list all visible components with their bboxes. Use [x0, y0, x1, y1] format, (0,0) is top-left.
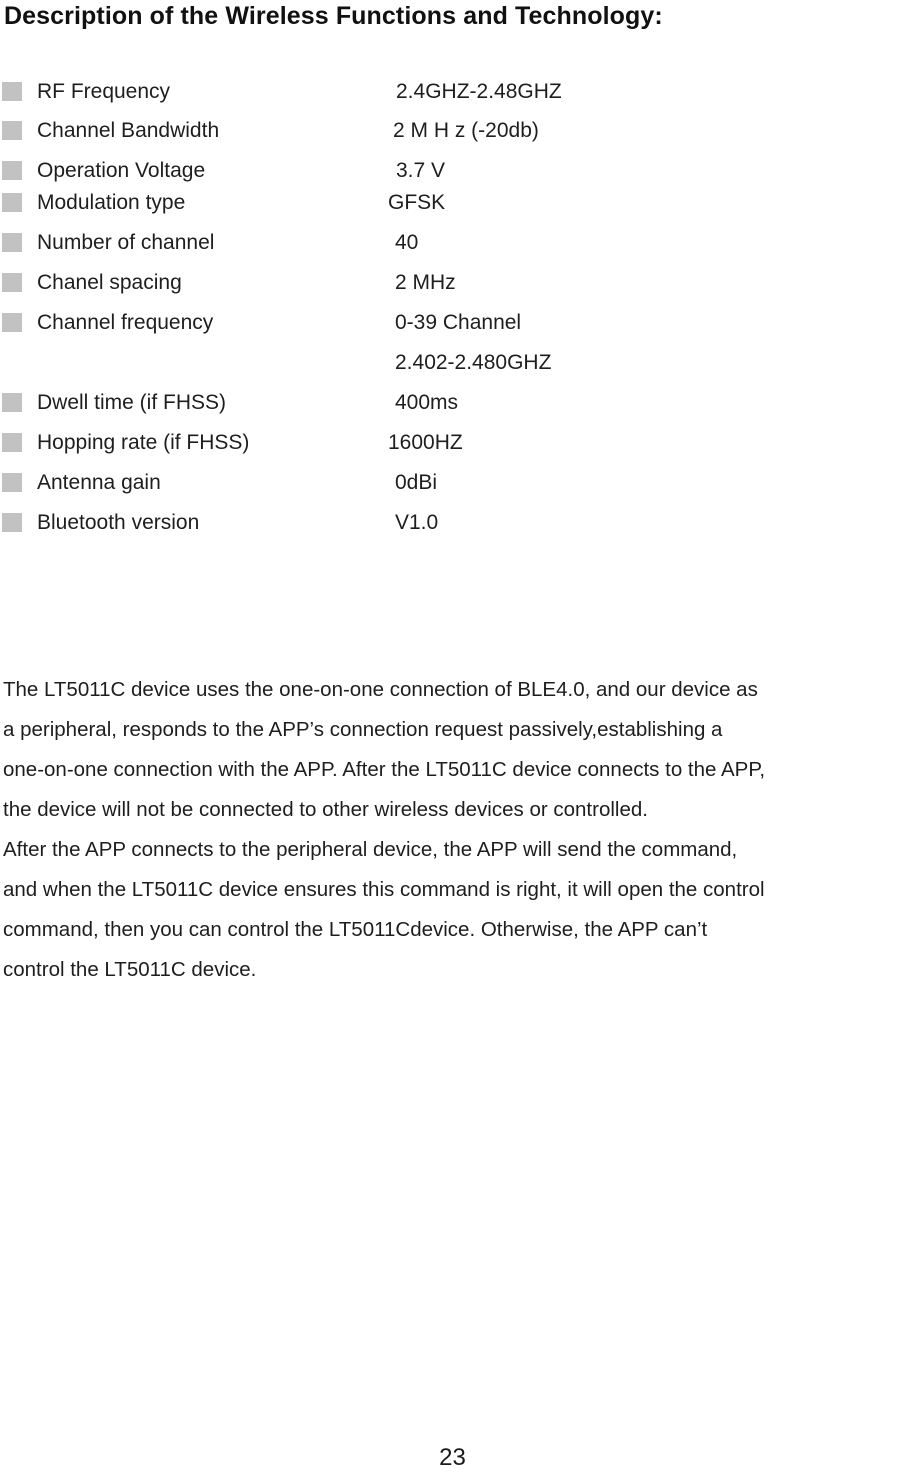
spec-row-channel-bandwidth [0, 117, 905, 147]
square-bullet-icon [2, 273, 22, 292]
spec-label: Channel frequency [37, 311, 214, 334]
description-paragraph [3, 675, 905, 995]
spec-label: Antenna gain [37, 471, 161, 494]
square-bullet-icon [2, 161, 22, 180]
spec-row-chanel-spacing [0, 269, 905, 299]
paragraph-line: the device will not be connected to other wireless devices or controlled. [3, 798, 648, 821]
spec-value: 2 M H z (-20db) [393, 119, 539, 142]
spec-label: Channel Bandwidth [37, 119, 220, 142]
paragraph-line: The LT5011C device uses the one-on-one connection of BLE4.0, and our device as [3, 678, 758, 701]
spec-label: Dwell time (if FHSS) [37, 391, 227, 414]
spec-value: 400ms [395, 391, 459, 414]
spec-row-rf-frequency [0, 78, 905, 108]
spec-value: 2.4GHZ-2.48GHZ [396, 80, 562, 103]
square-bullet-icon [2, 473, 22, 492]
square-bullet-icon [2, 433, 22, 452]
square-bullet-icon [2, 82, 22, 101]
spec-value-continuation: 2.402-2.480GHZ [395, 351, 552, 374]
spec-label: Chanel spacing [37, 271, 182, 294]
square-bullet-icon [2, 393, 22, 412]
square-bullet-icon [2, 513, 22, 532]
square-bullet-icon [2, 233, 22, 252]
spec-row-bluetooth-version [0, 509, 905, 539]
spec-value: 0dBi [395, 471, 438, 494]
paragraph-line: a peripheral, responds to the APP’s connection request passively,establishing a [3, 718, 723, 741]
spec-value: GFSK [388, 191, 446, 214]
spec-label: RF Frequency [37, 80, 171, 103]
square-bullet-icon [2, 313, 22, 332]
paragraph-line: control the LT5011C device. [3, 958, 257, 981]
page-title: Description of the Wireless Functions and Technology: [4, 2, 663, 30]
square-bullet-icon [2, 121, 22, 140]
spec-row-hopping-rate [0, 429, 905, 459]
square-bullet-icon [2, 193, 22, 212]
spec-value: 40 [395, 231, 419, 254]
paragraph-line: one-on-one connection with the APP. After the LT5011C device connects to the APP, [3, 758, 766, 781]
spec-label: Modulation type [37, 191, 186, 214]
spec-row-operation-voltage [0, 157, 905, 187]
spec-row-number-of-channel [0, 229, 905, 259]
spec-label: Number of channel [37, 231, 215, 254]
spec-value: 0-39 Channel [395, 311, 522, 334]
spec-value: 2 MHz [395, 271, 456, 294]
spec-label: Bluetooth version [37, 511, 200, 534]
page-number: 23 [439, 1444, 466, 1471]
spec-row-channel-frequency [0, 309, 905, 381]
spec-row-modulation-type [0, 189, 905, 219]
spec-value: 3.7 V [396, 159, 446, 182]
spec-value: V1.0 [395, 511, 439, 534]
spec-row-antenna-gain [0, 469, 905, 499]
spec-label: Hopping rate (if FHSS) [37, 431, 250, 454]
spec-value: 1600HZ [388, 431, 463, 454]
paragraph-line: and when the LT5011C device ensures this command is right, it will open the control [3, 878, 765, 901]
paragraph-line: command, then you can control the LT5011Cdevice. Otherwise, the APP can’t [3, 918, 708, 941]
spec-row-dwell-time [0, 389, 905, 419]
paragraph-line: After the APP connects to the peripheral device, the APP will send the command, [3, 838, 738, 861]
spec-label: Operation Voltage [37, 159, 206, 182]
